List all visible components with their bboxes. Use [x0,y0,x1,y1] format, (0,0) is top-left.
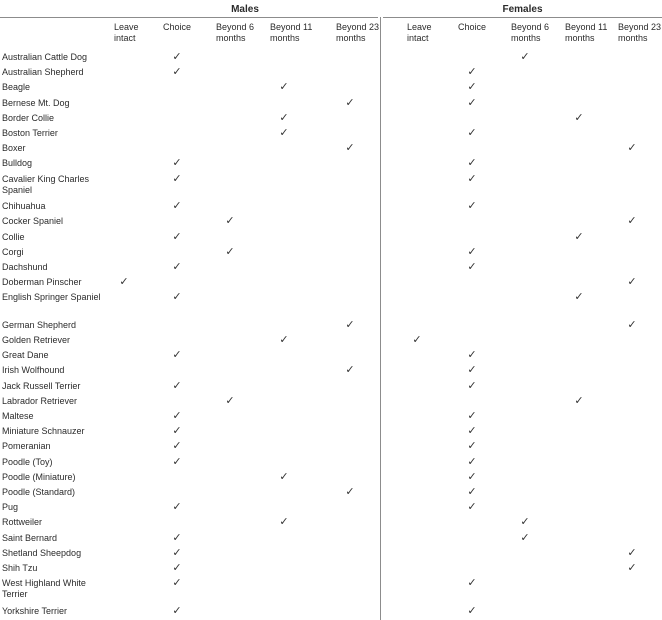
check-mark-males: ✓ [172,290,182,304]
column-header-males-2: Beyond 6 months [216,22,255,43]
check-mark-females: ✓ [627,141,637,155]
column-header-females-3: Beyond 11 months [565,22,608,43]
check-mark-females: ✓ [412,333,422,346]
check-mark-males: ✓ [172,229,182,243]
check-mark-females: ✓ [467,469,477,483]
table-row-breed: Chihuahua [2,201,46,212]
table-row-breed: Cocker Spaniel [2,216,64,227]
column-header-males-0: Leave intact [114,22,139,43]
check-mark-females: ✓ [520,530,530,544]
check-mark-females: ✓ [574,290,584,304]
check-mark-females: ✓ [467,348,477,362]
check-mark-males: ✓ [345,95,355,109]
check-mark-males: ✓ [225,244,235,258]
check-mark-males: ✓ [172,348,182,362]
table-row-breed: Boston Terrier [2,128,58,138]
table-row-breed: Pomeranian [2,441,51,452]
check-mark-females: ✓ [574,110,584,124]
check-mark-males: ✓ [345,317,355,331]
table-row-breed: Poodle (Toy) [2,456,53,467]
check-mark-females: ✓ [627,214,637,228]
table-row-breed: Pug [2,502,19,513]
check-mark-females: ✓ [467,95,477,109]
table-row-breed: Rottweiler [2,517,43,528]
check-mark-females: ✓ [467,363,477,377]
check-mark-males: ✓ [172,156,182,170]
check-mark-males: ✓ [172,409,182,422]
table-row-breed: Dachshund [2,261,48,272]
table-row-breed: Maltese [2,411,34,421]
group-underline [0,17,378,18]
check-mark-females: ✓ [627,561,637,574]
column-header-females-0: Leave intact [407,22,432,43]
table-row-breed: Shih Tzu [2,563,38,573]
check-mark-females: ✓ [627,317,637,331]
table-row-breed: Australian Shepherd [2,67,84,78]
check-mark-males: ✓ [172,576,182,590]
check-mark-males: ✓ [279,333,289,346]
table-row-breed: Bernese Mt. Dog [2,97,70,108]
table-row-breed: Irish Wolfhound [2,365,65,376]
table-row-breed: Bulldog [2,158,33,169]
table-row-breed: West Highland White Terrier [2,578,86,600]
table-row-breed: Saint Bernard [2,532,58,543]
column-header-males-4: Beyond 23 months [336,22,380,43]
check-mark-males: ✓ [279,126,289,139]
check-mark-males: ✓ [172,561,182,574]
check-mark-males: ✓ [279,80,289,94]
table-row-breed: Australian Cattle Dog [2,52,88,62]
check-mark-males: ✓ [172,65,182,79]
table-row-breed: Poodle (Miniature) [2,471,76,482]
check-mark-males: ✓ [345,363,355,377]
check-mark-males: ✓ [119,275,129,289]
column-header-females-2: Beyond 6 months [511,22,550,43]
check-mark-males: ✓ [172,454,182,468]
table-row-breed: Miniature Schnauzer [2,426,85,437]
check-mark-males: ✓ [279,469,289,483]
check-mark-males: ✓ [279,110,289,124]
check-mark-females: ✓ [467,171,477,185]
check-mark-females: ✓ [467,244,477,258]
table-row-breed: Border Collie [2,112,55,123]
check-mark-males: ✓ [345,485,355,498]
check-mark-males: ✓ [172,171,182,185]
check-mark-males: ✓ [279,515,289,529]
check-mark-males: ✓ [172,50,182,63]
check-mark-females: ✓ [574,229,584,243]
table-row-breed: Poodle (Standard) [2,487,76,497]
check-mark-females: ✓ [467,603,477,617]
check-mark-females: ✓ [467,199,477,213]
column-header-females-4: Beyond 23 months [618,22,662,43]
check-mark-females: ✓ [467,576,477,590]
check-mark-females: ✓ [574,393,584,407]
check-mark-females: ✓ [467,439,477,453]
table-row-breed: English Springer Spaniel [2,292,101,303]
table-row-breed: Yorkshire Terrier [2,605,68,616]
table-row-breed: Collie [2,231,25,242]
check-mark-females: ✓ [467,424,477,438]
check-mark-males: ✓ [172,545,182,559]
check-mark-males: ✓ [172,603,182,617]
group-header-females: Females [502,4,543,15]
table-row-breed: Golden Retriever [2,335,71,345]
check-mark-males: ✓ [172,439,182,453]
check-mark-females: ✓ [467,409,477,422]
table-row-breed: Great Dane [2,350,49,361]
check-mark-males: ✓ [172,378,182,392]
check-mark-females: ✓ [467,485,477,498]
check-mark-males: ✓ [345,141,355,155]
group-header-males: Males [231,4,259,15]
check-mark-females: ✓ [627,275,637,289]
check-mark-females: ✓ [467,126,477,139]
check-mark-males: ✓ [225,393,235,407]
check-mark-males: ✓ [172,530,182,544]
check-mark-males: ✓ [225,214,235,228]
check-mark-males: ✓ [172,259,182,273]
column-header-males-3: Beyond 11 months [270,22,313,43]
check-mark-females: ✓ [467,65,477,79]
table-row-breed: Boxer [2,143,26,154]
column-header-males-1: Choice [163,22,192,32]
check-mark-females: ✓ [627,545,637,559]
table-row-breed: German Shepherd [2,319,77,330]
check-mark-females: ✓ [467,156,477,170]
check-mark-females: ✓ [467,454,477,468]
table-row-breed: Labrador Retriever [2,395,78,406]
check-mark-females: ✓ [467,378,477,392]
table-row-breed: Cavalier King Charles Spaniel [2,173,90,195]
check-mark-females: ✓ [467,500,477,514]
check-mark-males: ✓ [172,424,182,438]
table-row-breed: Doberman Pinscher [2,277,82,288]
group-underline [383,17,662,18]
check-mark-males: ✓ [172,199,182,213]
table-row-breed: Shetland Sheepdog [2,547,82,558]
group-divider [380,17,381,620]
table-row-breed: Beagle [2,82,31,93]
table-row-breed: Jack Russell Terrier [2,380,81,391]
check-mark-females: ✓ [520,515,530,529]
check-mark-females: ✓ [520,50,530,63]
check-mark-females: ✓ [467,80,477,94]
column-header-females-1: Choice [458,22,487,32]
check-mark-males: ✓ [172,500,182,514]
table-row-breed: Corgi [2,246,24,257]
check-mark-females: ✓ [467,259,477,273]
